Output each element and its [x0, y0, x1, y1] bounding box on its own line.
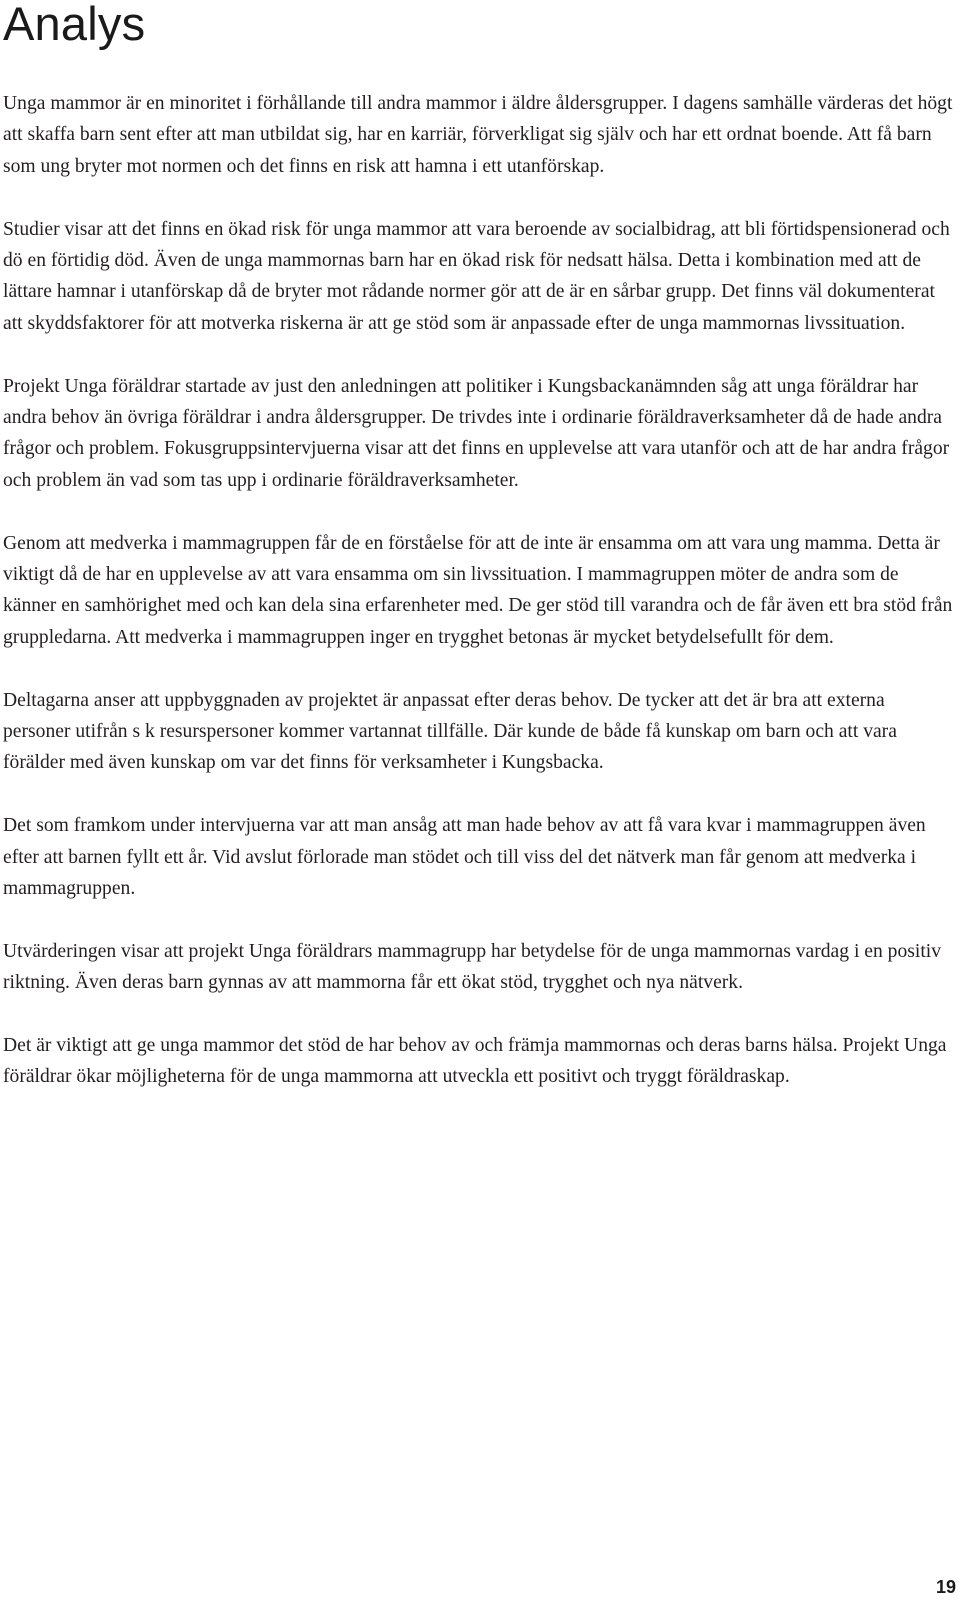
- paragraph-2: Studier visar att det finns en ökad risk för unga mammor att vara beroende av socialbidrag, att bli förtidspensionerad och dö en förtidig död. Även de unga mammornas barn har en ökad risk för nedsatt hälsa. Detta i kombination med att de lättare hamnar i utanförskap då de bryter mot rådande normer gör att de är en sårbar grupp. Det finns väl dokumenterat att skyddsfaktorer för att motverka riskerna är att ge stöd som är anpassade efter de unga mammornas livssituation.: [3, 218, 950, 334]
- paragraph-8: Det är viktigt att ge unga mammor det stöd de har behov av och främja mammornas och deras barns hälsa. Projekt Unga föräldrar ökar möjligheterna för de unga mammorna att utveckla ett positivt och tryggt föräldraskap.: [3, 1035, 947, 1088]
- body-text: [3, 88, 955, 1124]
- paragraph-3: Projekt Unga föräldrar startade av just den anledningen att politiker i Kungsbackanämnden såg att unga föräldrar har andra behov än övriga föräldrar i andra åldersgrupper. De trivdes inte i ordinarie föräldraverksamheter då de hade andra frågor och problem. Fokusgruppsintervjuerna visar att det finns en upplevelse att vara utanför och att de har andra frågor och problem än vad som tas upp i ordinarie föräldraverksamheter.: [3, 375, 950, 491]
- paragraph-5: Deltagarna anser att uppbyggnaden av projektet är anpassat efter deras behov. De tycker att det är bra att externa personer utifrån s k resurspersoner kommer vartannat tillfälle. Där kunde de både få kunskap om barn och att vara förälder med även kunskap om var det finns för verksamheter i Kungsbacka.: [3, 689, 897, 774]
- paragraph-4: Genom att medverka i mammagruppen får de en förståelse för att de inte är ensamma om att vara ung mamma. Detta är viktigt då de har en upplevelse av att vara ensamma om sin livssituation. I mammagruppen möter de andra som de känner en samhörighet med och kan dela sina erfarenheter med. De ger stöd till varandra och de får även ett bra stöd från gruppledarna. Att medverka i mammagruppen inger en trygghet betonas är mycket betydelsefullt för dem.: [3, 532, 953, 648]
- page-title: Analys: [3, 0, 146, 50]
- paragraph-6: Det som framkom under intervjuerna var att man ansåg att man hade behov av att få vara kvar i mammagruppen även efter att barnen fyllt ett år. Vid avslut förlorade man stödet och till viss del det nätverk man får genom att medverka i mammagruppen.: [3, 815, 926, 900]
- paragraph-7: Utvärderingen visar att projekt Unga föräldrars mammagrupp har betydelse för de unga mammornas vardag i en positiv riktning. Även deras barn gynnas av att mammorna får ett ökat stöd, trygghet och nya nätverk.: [3, 940, 942, 994]
- page-number: 19: [935, 1577, 956, 1597]
- paragraph-1: Unga mammor är en minoritet i förhållande till andra mammor i äldre åldersgrupper. I dagens samhälle värderas det högt att skaffa barn sent efter att man utbildat sig, har en karriär, förverkligat sig själv och har ett ordnat boende. Att få barn som ung bryter mot normen och det finns en risk att hamna i ett utanförskap.: [3, 93, 953, 177]
